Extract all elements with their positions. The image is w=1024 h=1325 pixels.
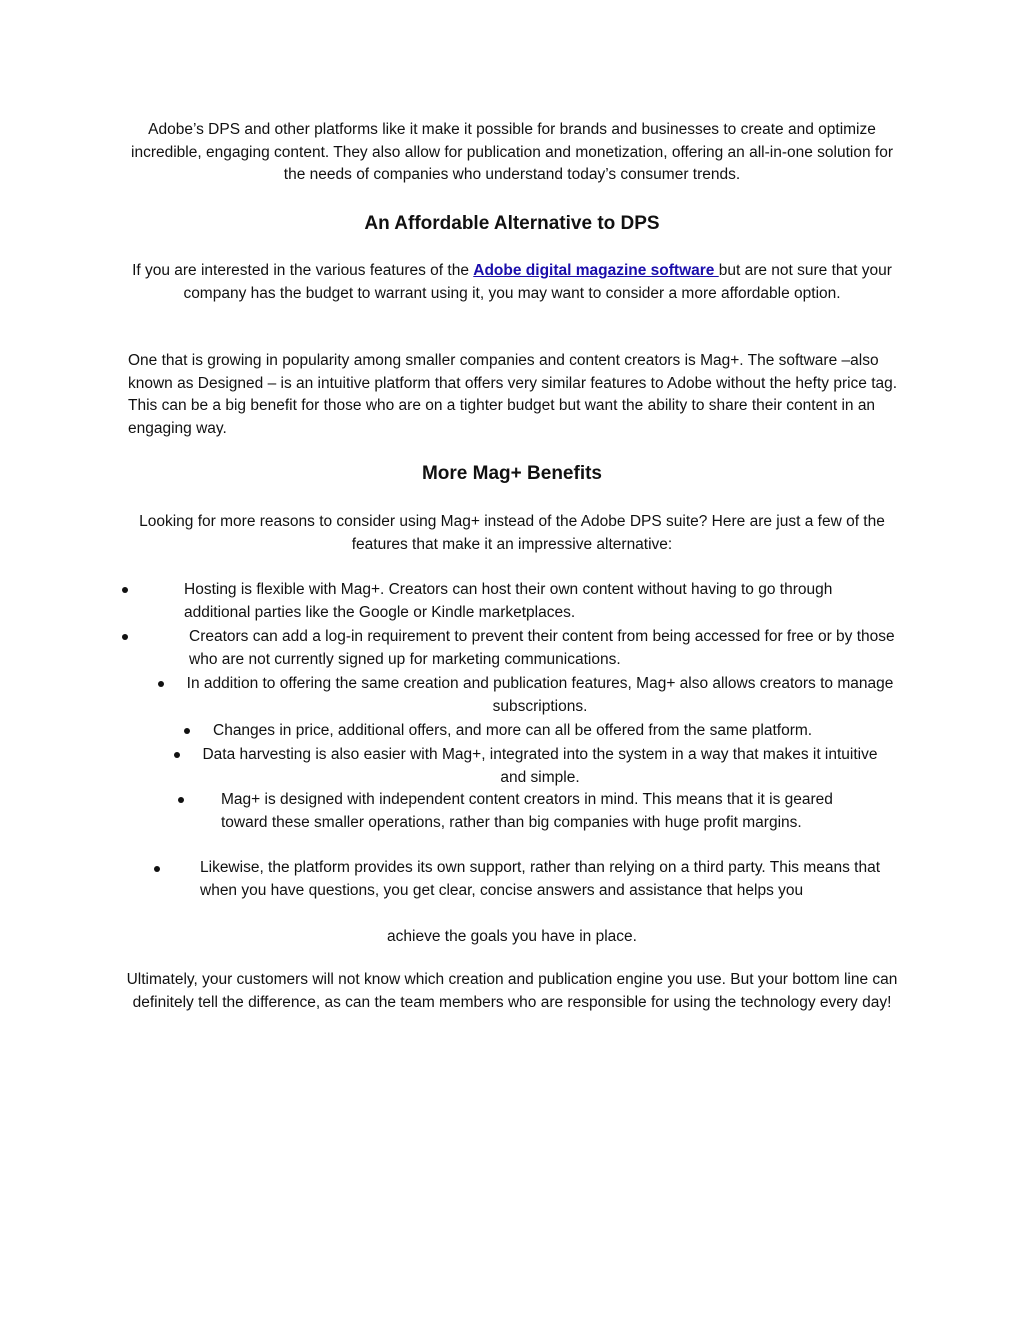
list-item-text: Likewise, the platform provides its own support, rather than relying on a third party. This means that when you have questions, you get clear, concise answers and assistance that helps you bbox=[200, 859, 881, 899]
alternative-text-after: but are not sure that your company has the budget to warrant using it, you may want to consider a more affordable option. bbox=[183, 262, 892, 302]
magplus-paragraph: One that is growing in popularity among smaller companies and content creators is Mag+. The software –also known as Designed – is an intuitive platform that offers very similar features to Adobe without the hefty price tag. This can be a big benefit for those who are on a tighter budget but want the ability to share their content in an engaging way. bbox=[128, 352, 898, 437]
list-item-text: Creators can add a log-in requirement to prevent their content from being accessed for free or by those who are not currently signed up for marketing communications. bbox=[189, 628, 895, 668]
list-item-text: Changes in price, additional offers, and more can all be offered from the same platform. bbox=[213, 722, 813, 739]
benefits-intro-paragraph: Looking for more reasons to consider using Mag+ instead of the Adobe DPS suite? Here are just a few of the features that make it an impressive alternative: bbox=[139, 513, 885, 553]
list-item-continuation: achieve the goals you have in place. bbox=[387, 928, 637, 945]
list-item-text: In addition to offering the same creation and publication features, Mag+ also allows creators to manage subscriptions. bbox=[186, 675, 894, 715]
adobe-software-link[interactable]: Adobe digital magazine software bbox=[473, 262, 719, 279]
bullet-icon bbox=[122, 587, 128, 593]
section-heading-affordable: An Affordable Alternative to DPS bbox=[364, 213, 660, 234]
closing-paragraph: Ultimately, your customers will not know which creation and publication engine you use. But your bottom line can definitely tell the difference, as can the team members who are responsible for using the technology every day! bbox=[126, 971, 898, 1011]
bullet-icon bbox=[154, 866, 160, 872]
bullet-icon bbox=[174, 752, 180, 758]
bullet-icon bbox=[178, 797, 184, 803]
alternative-text-before: If you are interested in the various features of the bbox=[132, 262, 474, 279]
list-item-text: Mag+ is designed with independent content creators in mind. This means that it is geared toward these smaller operations, rather than big companies with huge profit margins. bbox=[221, 791, 833, 831]
list-item-text: Data harvesting is also easier with Mag+, integrated into the system in a way that makes it intuitive and simple. bbox=[202, 746, 878, 786]
bullet-icon bbox=[158, 681, 164, 687]
section-heading-benefits: More Mag+ Benefits bbox=[421, 463, 602, 484]
bullet-icon bbox=[122, 634, 128, 640]
alternative-paragraph bbox=[120, 260, 904, 305]
intro-paragraph: Adobe’s DPS and other platforms like it make it possible for brands and businesses to create and optimize incredible, engaging content. They also allow for publication and monetization, offering an all-in-one solution for the needs of companies who understand today’s consumer trends. bbox=[131, 121, 893, 183]
bullet-icon bbox=[184, 728, 190, 734]
list-item-text: Hosting is flexible with Mag+. Creators can host their own content without having to go through additional parties like the Google or Kindle marketplaces. bbox=[184, 581, 833, 621]
